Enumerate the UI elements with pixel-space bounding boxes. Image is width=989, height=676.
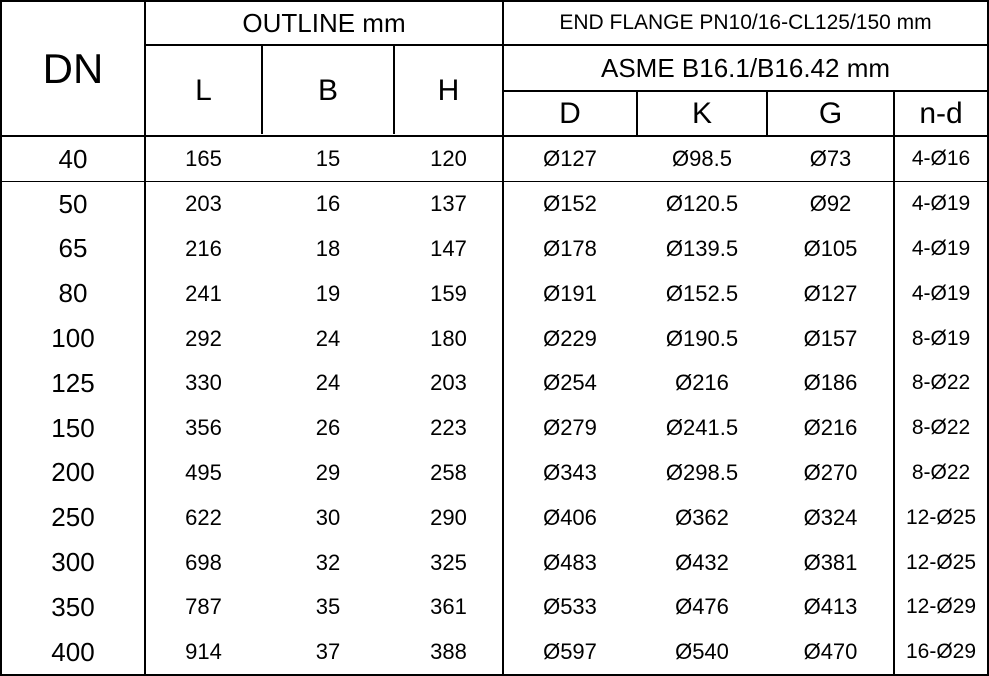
cell-g: Ø413 <box>803 594 858 620</box>
cell-dn: 50 <box>58 188 88 219</box>
cell-g: Ø157 <box>803 325 858 351</box>
cell-g: Ø73 <box>809 146 852 172</box>
cell-l: 787 <box>185 594 222 620</box>
cell-d: Ø229 <box>543 325 597 351</box>
cell-h: 159 <box>430 280 467 306</box>
cell-dn: 300 <box>51 547 95 578</box>
cell-nd: 4-Ø19 <box>911 192 971 216</box>
cell-g: Ø381 <box>803 549 858 575</box>
cell-l: 165 <box>185 146 222 172</box>
cell-g: Ø216 <box>803 415 858 441</box>
cell-nd: 12-Ø29 <box>905 595 977 619</box>
cell-d: Ø343 <box>543 459 597 485</box>
cell-d: Ø533 <box>543 594 597 620</box>
cell-k: Ø241.5 <box>665 415 739 441</box>
cell-l: 292 <box>185 325 222 351</box>
cell-nd: 4-Ø19 <box>911 236 971 260</box>
cell-g: Ø186 <box>803 370 858 396</box>
cell-l: 622 <box>185 504 222 530</box>
cell-k: Ø98.5 <box>672 146 732 172</box>
cell-h: 388 <box>430 639 467 665</box>
cell-dn: 400 <box>51 636 95 667</box>
cell-k: Ø432 <box>675 549 729 575</box>
cell-l: 203 <box>185 191 222 217</box>
cell-g: Ø324 <box>803 504 858 530</box>
col-header-g: G <box>818 96 843 130</box>
cell-dn: 200 <box>51 457 95 488</box>
cell-k: Ø216 <box>675 370 729 396</box>
cell-dn: 40 <box>58 143 88 174</box>
cell-h: 258 <box>430 459 467 485</box>
cell-l: 914 <box>185 639 222 665</box>
cell-l: 356 <box>185 415 222 441</box>
cell-nd: 4-Ø19 <box>911 281 971 305</box>
cell-d: Ø127 <box>543 146 597 172</box>
cell-nd: 12-Ø25 <box>905 550 977 574</box>
cell-dn: 250 <box>51 502 95 533</box>
cell-l: 241 <box>185 280 222 306</box>
col-header-h: H <box>437 73 460 107</box>
cell-g: Ø105 <box>803 235 858 261</box>
cell-dn: 350 <box>51 591 95 622</box>
col-header-nd: n-d <box>919 96 963 130</box>
cell-dn: 100 <box>51 323 95 354</box>
cell-k: Ø298.5 <box>665 459 739 485</box>
cell-b: 26 <box>315 415 341 441</box>
standard-header: ASME B16.1/B16.42 mm <box>600 52 891 83</box>
cell-l: 216 <box>185 235 222 261</box>
cell-b: 24 <box>315 370 341 396</box>
cell-nd: 8-Ø22 <box>911 371 971 395</box>
cell-d: Ø483 <box>543 549 597 575</box>
cell-g: Ø470 <box>803 639 858 665</box>
cell-b: 32 <box>315 549 341 575</box>
outline-header: OUTLINE mm <box>242 7 406 38</box>
cell-dn: 80 <box>58 278 88 309</box>
cell-k: Ø540 <box>675 639 729 665</box>
cell-d: Ø279 <box>543 415 597 441</box>
cell-h: 147 <box>430 235 467 261</box>
cell-d: Ø597 <box>543 639 597 665</box>
end-flange-header: END FLANGE PN10/16-CL125/150 mm <box>559 11 932 34</box>
cell-d: Ø191 <box>543 280 597 306</box>
cell-b: 37 <box>315 639 341 665</box>
cell-h: 361 <box>430 594 467 620</box>
cell-d: Ø254 <box>543 370 597 396</box>
cell-dn: 150 <box>51 412 95 443</box>
cell-d: Ø178 <box>543 235 597 261</box>
cell-dn: 125 <box>51 367 95 398</box>
cell-g: Ø92 <box>809 191 852 217</box>
col-header-b: B <box>317 73 338 107</box>
cell-l: 330 <box>185 370 222 396</box>
cell-k: Ø152.5 <box>665 280 739 306</box>
cell-b: 35 <box>315 594 341 620</box>
cell-b: 30 <box>315 504 341 530</box>
cell-k: Ø120.5 <box>665 191 739 217</box>
cell-nd: 16-Ø29 <box>905 640 977 664</box>
cell-h: 180 <box>430 325 467 351</box>
cell-nd: 12-Ø25 <box>905 505 977 529</box>
cell-h: 120 <box>430 146 467 172</box>
cell-h: 137 <box>430 191 467 217</box>
col-header-l: L <box>195 73 212 107</box>
cell-b: 18 <box>315 235 341 261</box>
col-header-k: K <box>691 96 712 130</box>
cell-k: Ø139.5 <box>665 235 739 261</box>
cell-b: 16 <box>315 191 341 217</box>
cell-k: Ø476 <box>675 594 729 620</box>
cell-nd: 4-Ø16 <box>911 147 971 171</box>
dn-header: DN <box>42 44 104 92</box>
cell-nd: 8-Ø19 <box>911 326 971 350</box>
cell-l: 698 <box>185 549 222 575</box>
cell-d: Ø152 <box>543 191 597 217</box>
cell-g: Ø270 <box>803 459 858 485</box>
cell-b: 19 <box>315 280 341 306</box>
cell-k: Ø362 <box>675 504 729 530</box>
cell-b: 15 <box>315 146 341 172</box>
cell-h: 290 <box>430 504 467 530</box>
cell-b: 29 <box>315 459 341 485</box>
cell-k: Ø190.5 <box>665 325 739 351</box>
cell-h: 203 <box>430 370 467 396</box>
cell-b: 24 <box>315 325 341 351</box>
cell-g: Ø127 <box>803 280 858 306</box>
cell-h: 325 <box>430 549 467 575</box>
cell-h: 223 <box>430 415 467 441</box>
col-header-d: D <box>559 96 581 130</box>
cell-l: 495 <box>185 459 222 485</box>
cell-dn: 65 <box>58 233 88 264</box>
cell-d: Ø406 <box>543 504 597 530</box>
cell-nd: 8-Ø22 <box>911 416 971 440</box>
cell-nd: 8-Ø22 <box>911 460 971 484</box>
